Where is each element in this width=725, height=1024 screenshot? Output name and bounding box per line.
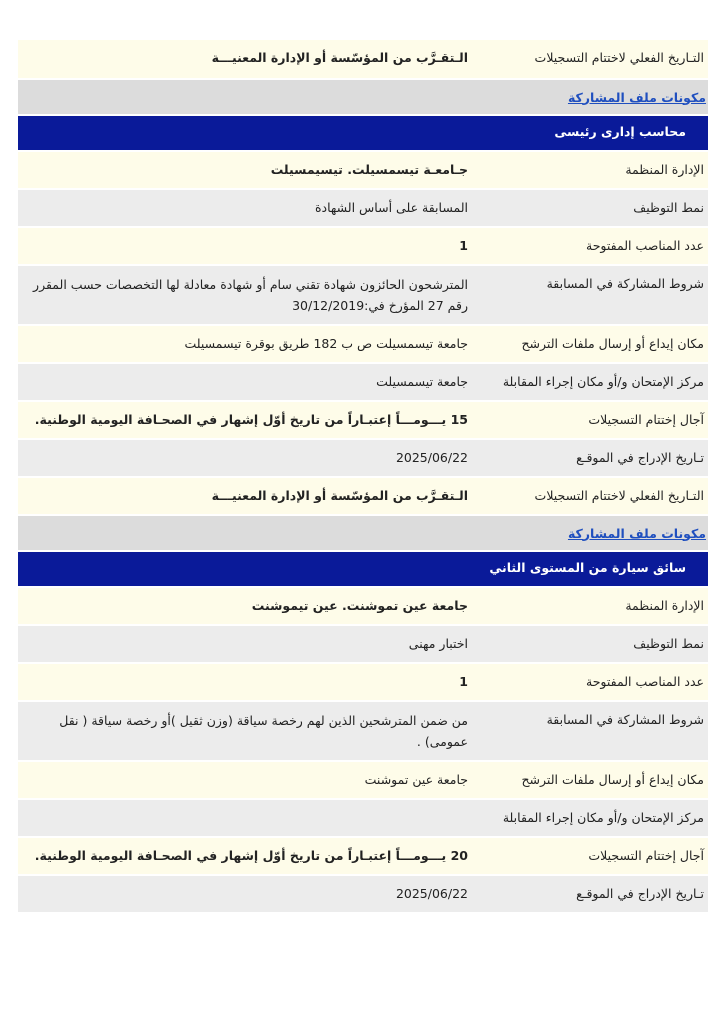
table-row: [18, 440, 708, 478]
field-value: من ضمن المترشحين الذين لهم رخصة سياقة (وزن ثقيل )أو رخصة سياقة ( نقل عمومى) .: [59, 713, 468, 749]
table-row: [18, 152, 708, 190]
table-row: [18, 40, 708, 80]
table-row: [18, 762, 708, 800]
field-label: شروط المشاركة في المسابقة: [546, 712, 704, 727]
table-row: [18, 228, 708, 266]
field-label: مركز الإمتحان و/أو مكان إجراء المقابلة: [502, 810, 704, 825]
table-row: [18, 364, 708, 402]
job-title-bar: [18, 552, 708, 588]
field-label: نمط التوظيف: [633, 200, 704, 215]
field-value: اختبار مهنى: [408, 636, 468, 651]
field-label: شروط المشاركة في المسابقة: [546, 276, 704, 291]
field-label: مكان إيداع أو إرسال ملفات الترشح: [521, 336, 704, 351]
field-label: نمط التوظيف: [633, 636, 704, 651]
table-row: [18, 190, 708, 228]
field-label: التـاريخ الفعلي لاختتام التسجيلات: [534, 488, 704, 503]
field-value: [18, 800, 472, 836]
table-row: [18, 800, 708, 838]
field-label: تـاريخ الإدراج في الموقـع: [576, 450, 704, 465]
table-row: [18, 326, 708, 364]
table-row: [18, 626, 708, 664]
field-value: 20 يـــومـــاً إعتبـاراً من تاريخ أوّل إشهار في الصحـافة اليومية الوطنية.: [34, 848, 468, 863]
field-value: جامعة عين تموشنت. عين تيموشنت: [251, 598, 468, 613]
field-value: المسابقة على أساس الشهادة: [314, 200, 468, 215]
field-label: الإدارة المنظمة: [625, 598, 704, 613]
document: [18, 40, 708, 914]
job-title-bar: [18, 116, 708, 152]
job-title: محاسب إدارى رئيسى: [554, 123, 686, 139]
field-value: 1: [459, 674, 468, 689]
field-value: المترشحون الحائزون شهادة تقني سام أو شهادة معادلة لها التخصصات حسب المقرر رقم 27 المؤرخ في:30/12/2019: [33, 277, 468, 313]
table-row: [18, 588, 708, 626]
table-row: [18, 838, 708, 876]
table-row: [18, 876, 708, 914]
field-label: آجال إختتام التسجيلات: [588, 848, 704, 863]
table-row: [18, 664, 708, 702]
field-label: الإدارة المنظمة: [625, 162, 704, 177]
field-label: مكان إيداع أو إرسال ملفات الترشح: [521, 772, 704, 787]
participation-file-link[interactable]: مكونات ملف المشاركة: [567, 89, 706, 105]
field-label: آجال إختتام التسجيلات: [588, 412, 704, 427]
field-value: 1: [459, 238, 468, 253]
section-link-row: [18, 80, 708, 116]
field-label: مركز الإمتحان و/أو مكان إجراء المقابلة: [502, 374, 704, 389]
table-row: [18, 402, 708, 440]
job-title: سائق سيارة من المستوى الثاني: [489, 559, 686, 575]
field-value: 15 يـــومـــاً إعتبـاراً من تاريخ أوّل إشهار في الصحـافة اليومية الوطنية.: [34, 412, 468, 427]
field-label: التـاريخ الفعلي لاختتام التسجيلات: [534, 50, 704, 65]
field-label: عدد المناصب المفتوحة: [586, 674, 704, 689]
field-value: جـامعـة تيسمسيلت. تيسيمسيلت: [270, 162, 468, 177]
field-value: الـتقـرَّب من المؤسّسة أو الإدارة المعنيـــة: [211, 488, 468, 503]
field-value: جامعة تيسمسيلت: [376, 374, 468, 389]
field-value: الـتقـرَّب من المؤسّسة أو الإدارة المعنيـــة: [211, 50, 468, 65]
participation-file-link[interactable]: مكونات ملف المشاركة: [567, 525, 706, 541]
table-row: [18, 478, 708, 516]
field-value: 2025/06/22: [395, 886, 468, 901]
field-value: جامعة عين تموشنت: [364, 772, 468, 787]
section-link-row: [18, 516, 708, 552]
field-value: جامعة تيسمسيلت ص ب 182 طريق بوقرة تيسمسيلت: [184, 336, 468, 351]
table-row: [18, 702, 708, 762]
field-label: تـاريخ الإدراج في الموقـع: [576, 886, 704, 901]
table-row: [18, 266, 708, 326]
field-value: 2025/06/22: [395, 450, 468, 465]
field-label: عدد المناصب المفتوحة: [586, 238, 704, 253]
